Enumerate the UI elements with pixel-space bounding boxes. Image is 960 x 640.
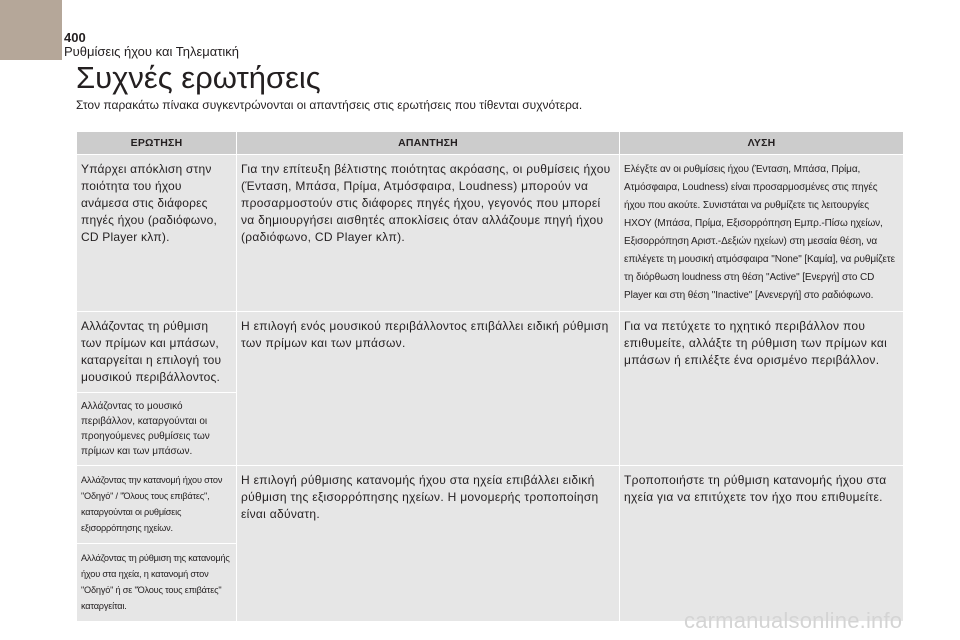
- question-cell: Υπάρχει απόκλιση στην ποιότητα του ήχου ανάμεσα στις διάφορες πηγές ήχου (ραδιόφωνο, CD Player κλπ).: [77, 155, 237, 312]
- table-header-row: [77, 132, 904, 155]
- answer-cell: Η επιλογή ενός μουσικού περιβάλλοντος επιβάλλει ειδική ρύθμιση των πρίμων και των μπάσων.: [237, 312, 620, 466]
- question-cell: Αλλάζοντας τη ρύθμιση της κατανομής ήχου στα ηχεία, η κατανομή στον "Οδηγό" ή σε "Όλους τους επιβάτες" καταργείται.: [77, 544, 237, 622]
- page-title: Συχνές ερωτήσεις: [76, 60, 321, 95]
- column-header-question: ΕΡΩΤΗΣΗ: [77, 132, 237, 155]
- column-header-solution: ΛΥΣΗ: [620, 132, 904, 155]
- answer-cell: Για την επίτευξη βέλτιστης ποιότητας ακρόασης, οι ρυθμίσεις ήχου (Ένταση, Μπάσα, Πρίμα, Ατμόσφαιρα, Loudness) μπορούν να προσαρμοστούν στις διάφορες πηγές ήχου, γεγονός που μπορεί να δημιουργήσει αισθητές αποκλίσεις όταν αλλάζουμε πηγή ήχου (ραδιόφωνο, CD Player κλπ).: [237, 155, 620, 312]
- question-cell: Αλλάζοντας το μουσικό περιβάλλον, καταργούνται οι προηγούμενες ρυθμίσεις των πρίμων και των μπάσων.: [77, 393, 237, 466]
- table-row: [77, 466, 904, 544]
- solution-cell: Τροποποιήστε τη ρύθμιση κατανομής ήχου στα ηχεία για να επιτύχετε τον ήχο που επιθυμείτε.: [620, 466, 904, 622]
- solution-cell: Για να πετύχετε το ηχητικό περιβάλλον που επιθυμείτε, αλλάξτε τη ρύθμιση των πρίμων και μπάσων ή επιλέξτε ένα ορισμένο περιβάλλον.: [620, 312, 904, 466]
- section-tab-corner: [0, 0, 62, 60]
- faq-table: [76, 131, 904, 622]
- answer-cell: Η επιλογή ρύθμισης κατανομής ήχου στα ηχεία επιβάλλει ειδική ρύθμιση της εξισορρόπησης ηχείων. Η μονομερής τροποποίηση είναι αδύνατη.: [237, 466, 620, 622]
- section-title: Ρυθμίσεις ήχου και Τηλεματική: [64, 44, 240, 59]
- column-header-answer: ΑΠΑΝΤΗΣΗ: [237, 132, 620, 155]
- solution-cell: Ελέγξτε αν οι ρυθμίσεις ήχου (Ένταση, Μπάσα, Πρίμα, Ατμόσφαιρα, Loudness) είναι προσαρμοσμένες στις πηγές ήχου που ακούτε. Συνιστάται να ρυθμίζετε τις λειτουργίες ΗΧΟΥ (Μπάσα, Πρίμα, Εξισορρόπηση Εμπρ.-Πίσω ηχείων, Εξισορρόπηση Αριστ.-Δεξιών ηχείων) στη μεσαία θέση, να επιλέγετε τη μουσική ατμόσφαιρα "None" [Καμία], να ρυθμίζετε τη διόρθωση loudness στη θέση "Active" [Ενεργή] στο CD Player και στη θέση "Inactive" [Ανενεργή] στο ραδιόφωνο.: [620, 155, 904, 312]
- intro-text: Στον παρακάτω πίνακα συγκεντρώνονται οι απαντήσεις στις ερωτήσεις που τίθενται συχνότερα.: [76, 98, 583, 112]
- table-row: [77, 312, 904, 393]
- watermark: carmanualsonline.info: [684, 608, 903, 633]
- page-number: 400: [64, 30, 86, 45]
- table-row: [77, 155, 904, 312]
- question-cell: Αλλάζοντας τη ρύθμιση των πρίμων και μπάσων, καταργείται η επιλογή του μουσικού περιβάλλοντος.: [77, 312, 237, 393]
- question-cell: Αλλάζοντας την κατανομή ήχου στον "Οδηγό" / "Όλους τους επιβάτες", καταργούνται οι ρυθμίσεις εξισορρόπησης ηχείων.: [77, 466, 237, 544]
